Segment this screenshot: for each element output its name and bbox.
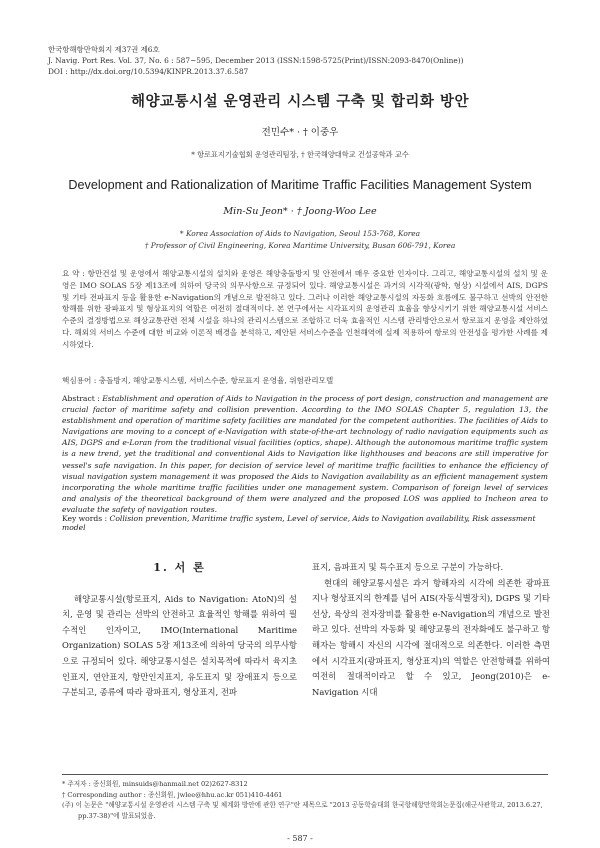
- keywords-en: [62, 514, 548, 532]
- footnote-main-author: * 주저자 : 종신회원, minsuids@hanmail.net 02)2627-8312: [62, 780, 248, 788]
- affiliation-en: [0, 228, 600, 252]
- footnotes: [62, 779, 548, 821]
- keywords-ko-text: 충돌방지, 해양교통시스템, 서비스수준, 항로표지 운영율, 위험관리모델: [98, 376, 334, 385]
- body-paragraph: 현대의 해양교통시설은 과거 항해자의 시각에 의존한 광파표지나 형상표지의 한계를 넘어 AIS(자동식별장치), DGPS 및 기타 선상, 육상의 전자장비를 활용한 e-Navigation의 개념으로 발전하고 있다. 선박의 자동화 및 해양교통의 전자화에도 불구하고 항해자는 항해시 자신의 시각에 절대적으로 의존한다. 이러한 측면에서 시각표지(광파표지, 형상표지)의 역할은 안전항해를 위하여 여전히 절대적이라고 할 수 있고, Jeong(2010)은 e-Navigation 시대: [312, 577, 550, 697]
- authors-en: Min-Su Jeon* · † Joong-Woo Lee: [223, 206, 377, 217]
- abstract-en-label: Abstract :: [62, 394, 100, 403]
- abstract-ko-text: 항만건설 및 운영에서 해양교통시설의 설치와 운영은 해양충돌방지 및 안전에서 매우 중요한 인자이다. 그리고, 해양교통시설의 설치 및 운영은 IMO SOLAS 5장 제13조에 의하여 당국의 의무사항으로 규정되어 있다. 해양교통시설은 과거의 시각적(광학, 형상) 시설에서 AIS, DGPS 및 기타 전파표지 등을 활용한 e-Navigation의 개념으로 발전하고 있다. 그러나 이러한 해양교통시설의 자동화 흐름에도 불구하고 선박의 안전한 항해를 위한 광파표지 및 형상표지의 역할은 여전히 절대적이다. 본 연구에서는 시각표지의 운영관리 효율을 향상시키기 위한 해양교통시설 서비스수준의 결정방법으로 해상교통관련 전체 시설을 하나의 관리시스템으로 조합하고 더욱 효율적인 시스템 관리방안으로서 항로표지 운영을 제안하였다. 해외의 서비스 수준에 대한 비교와 이론적 배경을 분석하고, 제안된 서비스수준을 인천해역에 실제 적용하여 항로의 안전성을 평가한 사례를 제시하였다.: [62, 269, 549, 349]
- body-paragraph: 해양교통시설(항로표지, Aids to Navigation: AtoN)의 설치, 운영 및 관리는 선박의 안전하고 효율적인 항해를 위하여 필수적인 인자이고, IMO(International Maritime Organization) SOLAS 5장 제13조에 의하여 당국의 의무사항으로 규정되어 있다. 해양교통시설은 설치목적에 따라서 육지초인표지, 연안표지, 항만인지표지, 유도표지 및 장애표지 등으로 구분되고, 종류에 따라 광파표지, 형상표지, 전파: [62, 593, 297, 698]
- abstract-ko-label: 요 약 :: [62, 269, 85, 278]
- keywords-en-label: Key words :: [62, 514, 108, 523]
- keywords-ko: [62, 375, 548, 386]
- body-column-right: [312, 560, 550, 700]
- affiliation-en-line2: † Professor of Civil Engineering, Korea Maritime University, Busan 606-791, Korea: [144, 241, 456, 250]
- abstract-en: [62, 393, 548, 515]
- body-column-left: [62, 560, 297, 701]
- keywords-en-text: Collision prevention, Maritime traffic system, Level of service, Aids to Navigation availability, Risk assessment model: [62, 514, 536, 532]
- footnote-corresponding-author: † Corresponding author : 종신회원, jwlee@hhu.ac.kr 051)410-4461: [62, 790, 283, 799]
- section-heading-introduction: 1. 서 론: [153, 561, 206, 574]
- paper-title-en: Development and Rationalization of Maritime Traffic Facilities Management System: [68, 178, 532, 192]
- keywords-ko-label: 핵심용어 :: [62, 376, 97, 385]
- footnote-divider: [62, 774, 548, 775]
- journal-name-ko: 한국항해항만학회지 제37권 제6호: [48, 45, 160, 54]
- affiliation-ko: * 항로표지기술협회 운영관리팀장, † 한국해양대학교 건설공학과 교수: [191, 150, 409, 159]
- page-number: - 587 -: [287, 834, 313, 843]
- journal-header: [48, 44, 464, 77]
- footnote-publication-note: (주) 이 논문은 "해양교통시설 운영관리 시스템 구축 및 체계화 방안에 관한 연구"란 제목으로 "2013 공동학술대회 한국항해항만학회논문집(해군사관학교, 2013.6.27, pp.37-38)"에 발표되었음.: [62, 801, 543, 820]
- affiliation-en-line1: * Korea Association of Aids to Navigation, Seoul 153-768, Korea: [179, 229, 421, 238]
- journal-citation: J. Navig. Port Res. Vol. 37, No. 6 : 587~595, December 2013 (ISSN:1598-5725(Print)/ISSN:2093-8470(Online)): [48, 56, 464, 65]
- authors-ko: 전민수* · † 이중우: [261, 127, 339, 138]
- doi-line[interactable]: DOI : http://dx.doi.org/10.5394/KINPR.2013.37.6.587: [48, 67, 249, 76]
- paper-title-ko: 해양교통시설 운영관리 시스템 구축 및 합리화 방안: [131, 93, 469, 110]
- abstract-en-text: Establishment and operation of Aids to Navigation in the process of port design, construction and management are crucial factor of maritime safety and collision prevention. According to the IMO SOLAS Chapter 5, regulation 13, the establishment and operation of maritime safety facilities are mandated for the competent authorities. The facilities of Aids to Navigations are moving to a concept of e-Navigation with state-of-the-art technology of radio navigation equipments such as AIS, DGPS and e-Loran from the traditional visual facilities (optics, shape). Although the autonomous maritime traffic system is a new trend, yet the traditional and conventional Aids to Navigation like lighthouses and beacons are still imperative for vessel's safe navigation. In this paper, for decision of service level of maritime traffic facilities to enhance the efficiency of visual navigation system management it was proposed the Aids to Navigation availability as an efficient management system incorporating the whole maritime traffic facilities under one management system. Comparison of foreign level of services and analysis of the theoretical background of them were analyzed and the proposed LOS was applied to Incheon area to evaluate the safety of navigation routes.: [62, 394, 548, 514]
- abstract-ko: [62, 268, 548, 351]
- body-paragraph: 표지, 음파표지 및 특수표지 등으로 구분이 가능하다.: [312, 562, 504, 572]
